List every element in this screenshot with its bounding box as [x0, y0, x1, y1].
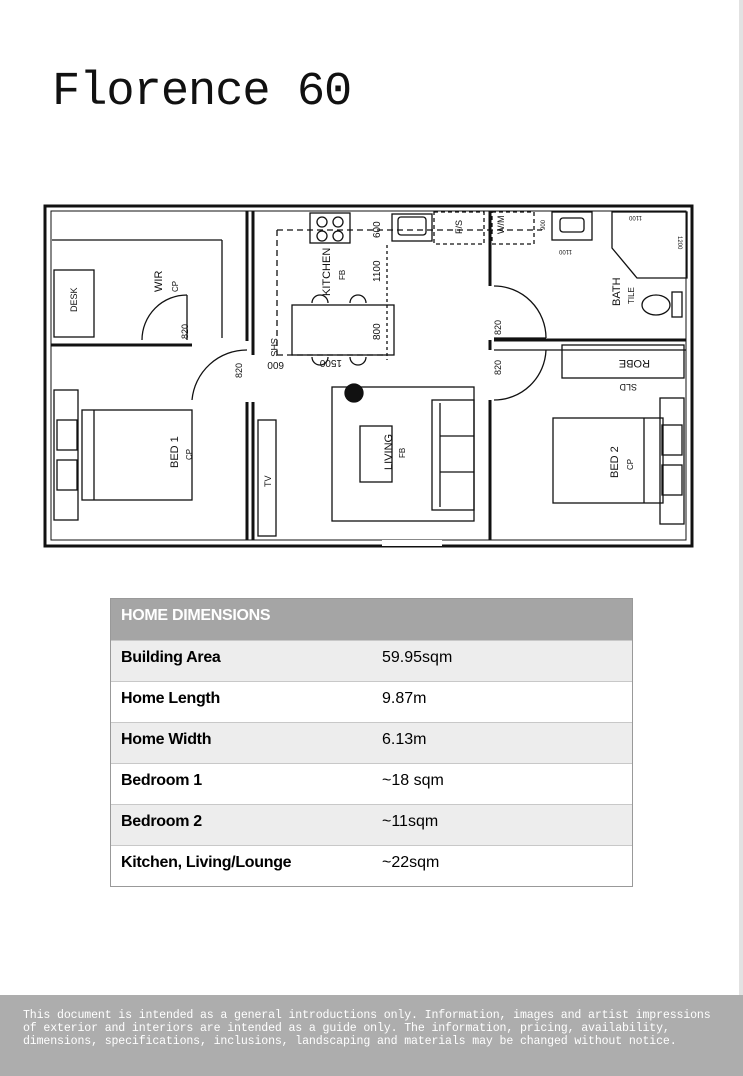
bed2-finish: CP [626, 458, 635, 470]
kitchen-finish: FB [338, 269, 347, 280]
row-label: Building Area [121, 649, 221, 666]
disclaimer-footer [0, 995, 743, 1076]
bed1-finish: CP [185, 448, 194, 460]
table-row [111, 763, 632, 804]
row-label: Bedroom 1 [121, 772, 202, 789]
living-label: LIVING [383, 433, 395, 470]
dim-1100-vanity: 1100 [559, 248, 572, 254]
living-finish: FB [398, 447, 407, 458]
row-value: 9.87m [382, 690, 427, 707]
dim-600-left: 600 [267, 359, 284, 370]
wm-label: W/M [496, 215, 506, 234]
table-row [111, 640, 632, 681]
row-value: ~18 sqm [382, 772, 444, 789]
shs-label: SHS [269, 338, 279, 357]
dim-1100-shower: 1100 [629, 214, 642, 220]
page-edge [739, 0, 743, 1000]
table-row [111, 845, 632, 886]
row-value: 59.95sqm [382, 649, 453, 666]
table-row [111, 722, 632, 763]
robe-label: ROBE [618, 357, 650, 369]
dim-600-top: 600 [372, 221, 383, 238]
disclaimer-text: This document is intended as a general introductions only. Information, images and artist impressions of exterior and interiors are intended as a guide only. The information, pricing, availability, dimensions, specifications, inclusions, landscaping and materials may be changed without notice. [23, 1009, 711, 1048]
table-row [111, 681, 632, 722]
row-label: Bedroom 2 [121, 813, 202, 830]
bath-finish: TILE [627, 287, 636, 304]
bed2-label: BED 2 [609, 446, 621, 478]
dim-1100: 1100 [372, 260, 383, 282]
row-value: ~11sqm [382, 813, 439, 830]
dim-900-vanity: 900 [541, 219, 547, 230]
row-label: Home Width [121, 731, 212, 748]
row-value: ~22sqm [382, 854, 440, 871]
kitchen-label: KITCHEN [321, 247, 333, 296]
desk-label: DESK [69, 287, 79, 312]
fs-label: F/S [454, 219, 464, 234]
wir-label: WIR [153, 270, 165, 292]
bath-label: BATH [611, 277, 623, 306]
dim-820-bath: 820 [493, 319, 503, 335]
row-label: Home Length [121, 690, 220, 707]
page-title: Florence 60 [52, 66, 352, 119]
dim-820-wir: 820 [180, 323, 190, 339]
bed1-label: BED 1 [169, 436, 181, 468]
dim-1500: 1500 [319, 357, 342, 368]
floor-plan [42, 200, 696, 552]
sld-label: SLD [619, 382, 637, 392]
dim-820-bed2: 820 [493, 359, 503, 375]
dim-820-bed1: 820 [234, 362, 244, 378]
table-row [111, 804, 632, 845]
wir-finish: CP [171, 280, 180, 292]
home-dimensions-heading: HOME DIMENSIONS [111, 599, 632, 640]
dim-1200-shower: 1200 [676, 236, 682, 250]
row-label: Kitchen, Living/Lounge [121, 854, 292, 871]
dim-800: 800 [372, 323, 383, 340]
tv-label: TV [263, 475, 273, 487]
home-dimensions-table [110, 598, 633, 887]
row-value: 6.13m [382, 731, 427, 748]
